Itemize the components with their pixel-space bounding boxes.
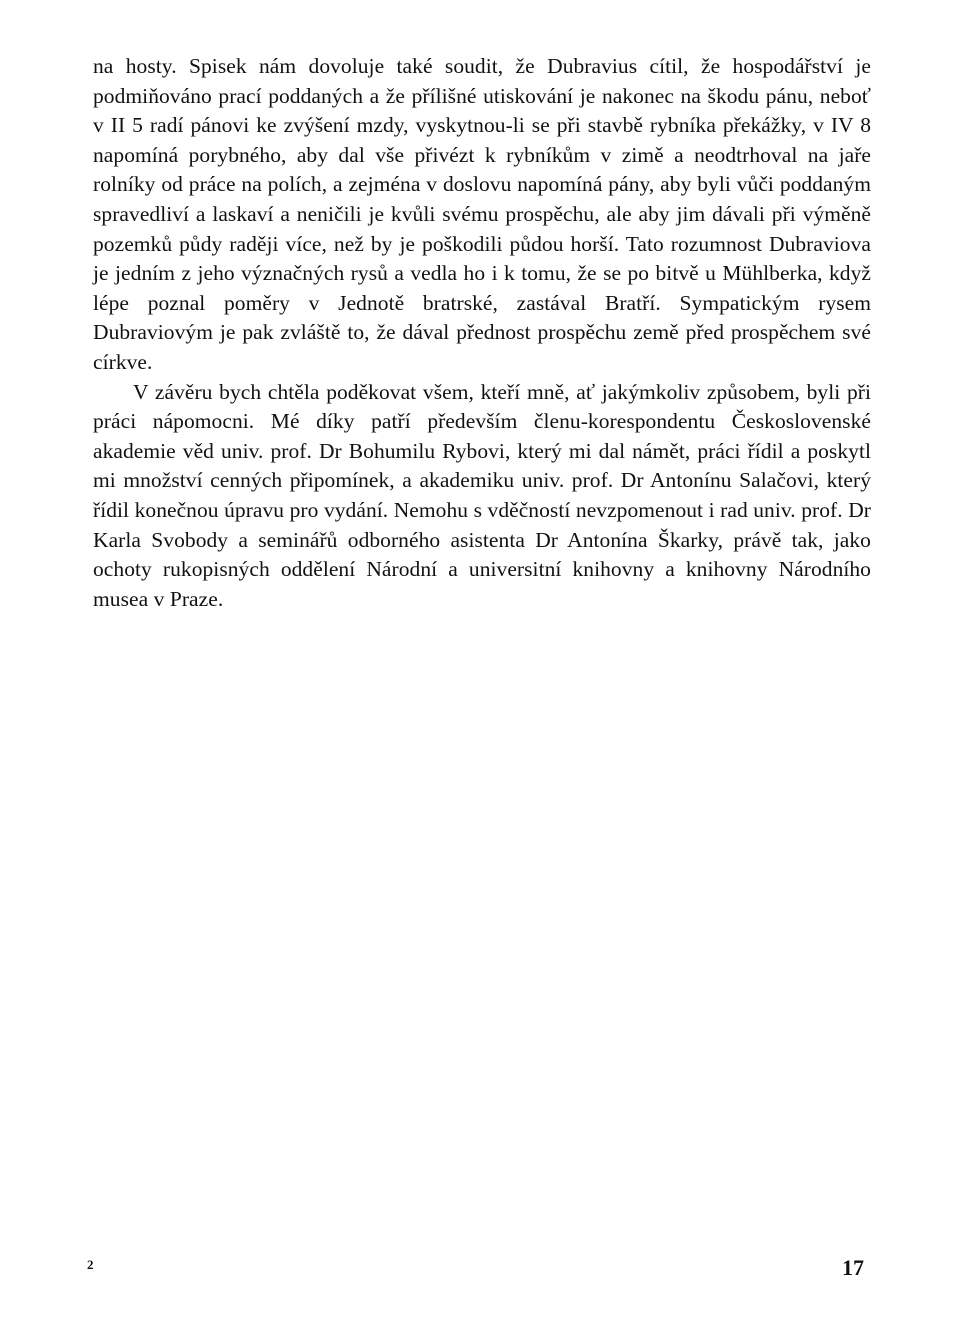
signature-mark: 2 xyxy=(87,1257,94,1272)
paragraph-1: na hosty. Spisek nám dovoluje také soudit, že Dubravius cítil, že hospodářství je podmiňováno prací poddaných a že přílišné utiskování je nakonec na škodu pánu, neboť v II 5 radí pánovi ke zvýšení mzdy, vyskytnou-li se při stavbě rybníka překážky, v IV 8 napomíná porybného, aby dal vše přivézt k rybníkům v zimě a neodtrhoval na jaře rolníky od práce na polích, a zejména v doslovu napomíná pány, aby byli vůči poddaným spravedliví a laskaví a neničili je kvůli svému prospěchu, ale aby jim dávali při výměně pozemků půdy raději více, než by je poškodili půdou horší. Tato rozumnost Dubraviova je jedním z jeho význačných rysů a vedla ho i k tomu, že se po bitvě u Mühlberka, když lépe poznal poměry v Jednotě bratrské, zastával Bratří. Sympatickým rysem Dubraviovým je pak zvláště to, že dával přednost prospěchu země před prospěchem své církve. xyxy=(93,54,871,374)
page-number: 17 xyxy=(842,1255,864,1280)
body-text xyxy=(93,52,871,614)
paragraph-2: V závěru bych chtěla poděkovat všem, kteří mně, ať jakýmkoliv způsobem, byli při práci nápomocni. Mé díky patří především členu-korespondentu Československé akademie věd univ. prof. Dr Bohumilu Rybovi, který mi dal námět, práci řídil a poskytl mi množství cenných připomínek, a akademiku univ. prof. Dr Antonínu Salačovi, který řídil konečnou úpravu pro vydání. Nemohu s vděčností nevzpomenout i rad univ. prof. Dr Karla Svobody a seminářů odborného asistenta Dr Antonína Škarky, právě tak, jako ochoty rukopisných oddělení Národní a universitní knihovny a knihovny Národního musea v Praze. xyxy=(93,379,871,611)
